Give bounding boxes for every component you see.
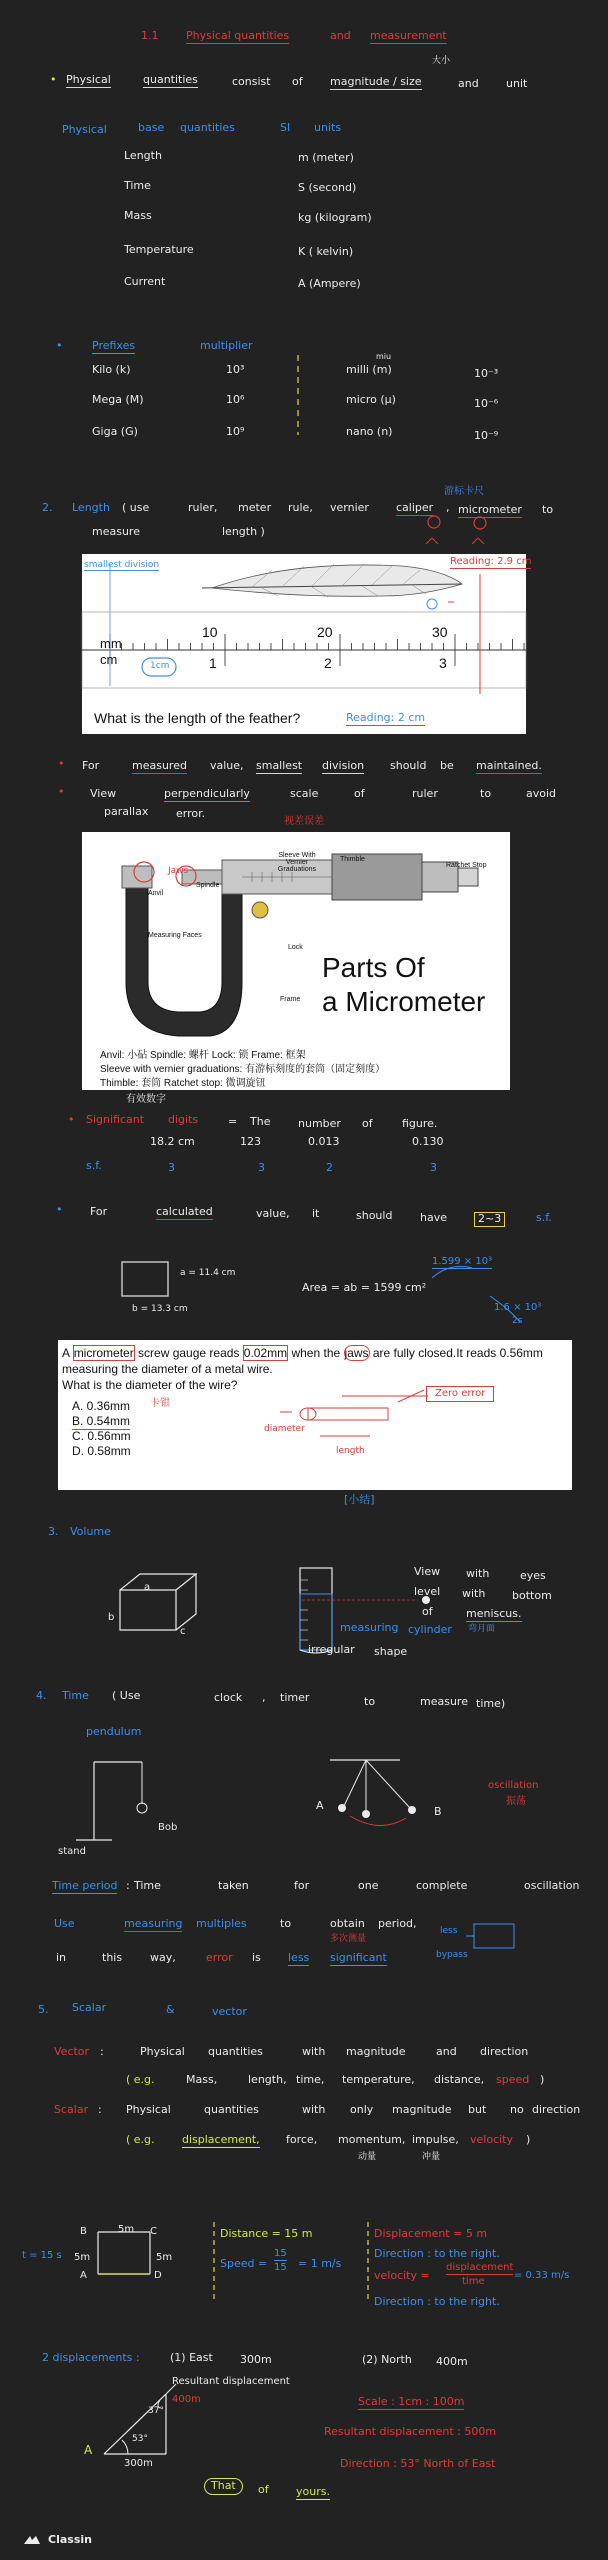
momentum-cn: 动量 [358,2152,377,2162]
vector-def-word: with [302,2045,326,2058]
note-word: measured [132,759,187,772]
sig-word: The [250,1115,271,1128]
calc-word: s.f. [536,1211,552,1224]
mcq-zero-reading: 0.02mm [243,1346,288,1360]
volume-note: eyes [520,1569,546,1582]
sf-range-box: 2~3 [474,1212,505,1227]
oscillation-cn: 振荡 [506,1796,526,1807]
area-rounded: 1.599 × 10³ [432,1256,493,1267]
bullet: • [50,73,57,86]
intro-word: and [458,77,479,90]
sig-example: 123 [240,1135,261,1148]
mcq-option[interactable]: C. 0.56mm [72,1429,131,1443]
multiples-word: period, [378,1917,417,1930]
length-label: length [336,1446,365,1456]
base-quantity: Length [124,149,162,162]
impulse-cn: 冲量 [422,2152,441,2162]
section-title: Volume [70,1525,111,1538]
bullet: • [58,757,65,770]
sig-count: 3 [258,1161,265,1174]
label-measuring-faces: Measuring Faces [148,932,202,939]
si-unit: m (meter) [298,151,354,164]
multiples-word: measuring [124,1917,183,1930]
ruler-mm-label: 30 [432,624,448,640]
scalar-example: force, [286,2133,318,2146]
intro-magnitude: magnitude / size [330,75,422,88]
volume-note: with [466,1567,490,1580]
time-word: , [262,1691,266,1704]
vector-example: length, [248,2073,287,2086]
unit-cm: cm [100,652,118,667]
position-a: A [316,1799,324,1812]
side-length: 5m [118,2224,135,2235]
base-header: quantities [180,121,235,134]
vector-def-word: magnitude [346,2045,406,2058]
scalar-def-word: with [302,2103,326,2116]
sig-example: 18.2 cm [150,1135,195,1148]
section-title: Scalar [72,2001,107,2014]
speed-label: Speed = [220,2257,268,2270]
vector-example: ) [540,2073,545,2086]
cylinder-label: measuring [340,1621,399,1634]
cube-label-b: b [108,1612,115,1623]
prefix-multiplier: 10⁻⁹ [474,429,499,442]
base-quantity: Temperature [124,243,194,256]
disp-east: (1) East [170,2351,213,2364]
rectangle-example [0,1254,608,1344]
note-word: be [440,759,454,772]
multiples-word: way, [150,1951,176,1964]
less-note: less [440,1926,458,1936]
multiples-word: Use [54,1917,75,1930]
note-word: parallax [104,805,149,818]
calc-word: calculated [156,1205,213,1218]
si-header: SI [280,121,291,134]
ruler-mm-label: 10 [202,624,218,640]
label-lock: Lock [288,944,303,951]
length-word: meter [238,501,272,514]
disp-east-value: 300m [240,2353,272,2366]
bullet: • [68,1113,75,1126]
sig-word: digits [168,1113,199,1126]
length-word: rule, [288,501,313,514]
label-sleeve: Sleeve With Vernier Graduations [277,852,317,873]
oscillation-label: oscillation [488,1780,539,1791]
prefix-multiplier: 10⁹ [226,425,245,438]
multiples-word: obtain [330,1917,365,1930]
sig-example: 0.013 [308,1135,340,1148]
vector-def-word: and [436,2045,457,2058]
multiples-word: this [102,1951,123,1964]
time-word: timer [280,1691,310,1704]
closing-word: yours. [296,2485,330,2498]
micrometer-caption: Sleeve with vernier graduations: 有游标刻度的套筒（固定刻度） [100,1064,386,1075]
mcq-option[interactable]: B. 0.54mm [72,1414,131,1428]
scalar-def-word: but [468,2103,487,2116]
label-thimble: Thimble [340,856,365,863]
mcq-option[interactable]: A. 0.36mm [72,1399,131,1413]
jaws-annotation: Jaws [168,866,189,876]
smallest-division-note: smallest division [84,560,160,570]
section-number: 5. [38,2003,49,2016]
sf-label: s.f. [86,1159,102,1172]
cylinder-label: cylinder [408,1623,452,1636]
si-unit: A (Ampere) [298,277,361,290]
ruler-cm-label: 3 [439,655,447,671]
label-frame: Frame [280,996,301,1003]
sig-cn: 有效数字 [126,1094,166,1105]
resultant-label: Resultant displacement [172,2376,290,2387]
scalar-def-word: Physical [126,2103,171,2116]
size-annotation: 大小 [432,56,451,66]
multiples-word: to [280,1917,292,1930]
sig-example: 0.130 [412,1135,444,1148]
scalar-example: velocity [470,2133,513,2146]
title-and: and [330,29,351,42]
prefix-multiplier: 10⁻⁶ [474,397,499,410]
prefix-name: Kilo (k) [92,363,131,376]
sig-word: number [298,1117,341,1130]
side-b-label: b = 13.3 cm [132,1304,188,1314]
page-title: Physical quantities [186,29,290,42]
meniscus-cn: 弯月面 [468,1624,496,1634]
vernier-cn: 游标卡尺 [444,486,484,497]
intro-word: Physical [66,73,111,86]
sig-word: figure. [402,1117,438,1130]
scalar-def-word: Scalar [54,2103,89,2116]
brand-name: Classin [48,2533,92,2546]
scalar-def-word: no [510,2103,524,2116]
one-cm-circle: 1cm [150,661,170,671]
bullet: • [56,339,63,352]
resultant-result: Resultant displacement : 500m [324,2425,497,2438]
intro-word: consist [232,75,271,88]
section-number: 4. [36,1689,47,1702]
length-word: , [446,501,450,514]
bullet: • [58,785,65,798]
mcq-option[interactable]: D. 0.58mm [72,1444,131,1458]
vector-example: distance, [434,2073,485,2086]
side-length: 5m [74,2252,91,2263]
length-word: micrometer [458,503,522,516]
multiples-word: is [252,1951,261,1964]
vector-def-word: : [100,2045,104,2058]
period-word: one [358,1879,379,1892]
micrometer-title: a Micrometer [322,986,486,1017]
disp-north-value: 400m [436,2355,468,2368]
si-unit: kg (kilogram) [298,211,372,224]
scalar-def-word: : [98,2103,102,2116]
parallax-cn: 视差误差 [284,816,324,827]
point-a: A [84,2443,93,2457]
multiplier-header: multiplier [200,339,253,352]
sig-word: = [228,1115,238,1128]
prefix-header: Prefixes [92,339,136,352]
ruler-drawing [82,554,526,734]
calc-word: should [356,1209,393,1222]
base-quantity: Time [124,179,151,192]
base-quantity: Current [124,275,166,288]
position-b: B [434,1805,442,1818]
diameter-label: diameter [264,1424,305,1434]
scalar-def-word: only [350,2103,374,2116]
multiples-word: in [56,1951,67,1964]
micrometer-caption: Thimble: 套筒 Ratchet stop: 微调旋钮 [100,1078,266,1089]
section-number: 3. [48,1525,59,1538]
period-word: : [126,1879,130,1892]
si-header: units [314,121,342,134]
speed-result: = 1 m/s [298,2257,342,2270]
intro-word: quantities [143,73,198,86]
note-word: perpendicularly [164,787,250,800]
time-word: clock [214,1691,243,1704]
mcq-jaws: jaws [344,1346,369,1360]
volume-note: level [414,1585,441,1598]
velocity-numerator: displacement [446,2262,514,2273]
feather-reading: Reading: 2 cm [346,711,426,724]
multiples-word: error [206,1951,233,1964]
mcq-text: A [62,1346,73,1360]
bob-label: Bob [158,1822,178,1833]
label-ratchet: Ratchet Stop [446,862,487,869]
vector-example: temperature, [342,2073,415,2086]
note-word: maintained. [476,759,542,772]
scalar-example: ( e.g. [126,2133,155,2146]
summary-link[interactable]: [小结] [344,1493,375,1506]
section-title: Time [62,1689,89,1702]
prefix-name: milli (m) [346,363,392,376]
calc-word: have [420,1211,447,1224]
length-word: to [542,503,554,516]
ruler-cm-label: 1 [209,655,217,671]
scalar-example: impulse, [412,2133,459,2146]
si-unit: S (second) [298,181,357,194]
scalar-example: ) [526,2133,531,2146]
bullet: • [56,1203,63,1216]
period-word: Time [134,1879,161,1892]
volume-note: of [422,1605,433,1618]
note-word: of [354,787,365,800]
base-header: Physical [62,123,107,136]
multiples-word: significant [330,1951,387,1964]
note-word: smallest [256,759,303,772]
velocity-direction: Direction : to the right. [374,2295,500,2308]
velocity-denominator: time [462,2276,485,2287]
wire-sketch [58,1340,572,1490]
time-word: measure [420,1695,468,1708]
east-length: 300m [124,2458,153,2469]
intro-word: unit [506,77,528,90]
speed-numerator: 15 [274,2248,287,2259]
multiples-word: multiples [196,1917,247,1930]
section-title: Length [72,501,110,514]
length-word: vernier [330,501,369,514]
section-title: & [166,2003,175,2016]
prefix-name: nano (n) [346,425,393,438]
stand-label: stand [58,1846,86,1857]
scalar-def-word: magnitude [392,2103,452,2116]
prefix-name: Mega (M) [92,393,144,406]
scalar-example: displacement, [182,2133,260,2146]
base-quantity: Mass [124,209,152,222]
calc-word: it [312,1207,320,1220]
side-a-label: a = 11.4 cm [180,1268,236,1278]
angle-37: 37° [148,2406,164,2416]
meniscus-word: meniscus. [466,1607,522,1620]
scalar-example: momentum, [338,2133,406,2146]
ruler-mm-label: 20 [317,624,333,640]
unit-mm: mm [100,636,122,651]
prefix-multiplier: 10³ [226,363,245,376]
note-word: scale [290,787,319,800]
cube-label-a: a [144,1582,151,1593]
point-c: C [150,2226,157,2237]
sig-word: Significant [86,1113,145,1126]
period-word: Time period [52,1879,118,1892]
side-length: 5m [156,2252,173,2263]
vector-example: time, [296,2073,325,2086]
vector-example: speed [496,2073,530,2086]
distance-result: Distance = 15 m [220,2227,313,2240]
prefix-name: Giga (G) [92,425,138,438]
note-word: error. [176,807,206,820]
volume-note: View [414,1565,441,1578]
bypass-note: bypass [436,1950,468,1960]
note-word: to [480,787,492,800]
micrometer-caption: Anvil: 小砧 Spindle: 螺杆 Lock: 锁 Frame: 框架 [100,1050,306,1061]
length-word: caliper [396,501,434,514]
irregular-label: shape [374,1645,408,1658]
point-b: B [80,2226,87,2237]
period-word: complete [416,1879,468,1892]
mcq-text: screw gauge reads [134,1346,243,1360]
two-displacements: 2 displacements : [42,2351,140,2364]
base-header: base [138,121,165,134]
length-word: ( use [122,501,150,514]
area-2sf-note: 2s [512,1316,523,1326]
miu-note: miu [376,352,392,361]
length-annotations [0,516,608,546]
vector-example: ( e.g. [126,2073,155,2086]
sig-word: of [362,1117,373,1130]
calc-word: For [90,1205,108,1218]
area-2sf: 1.6 × 10³ [494,1302,542,1313]
irregular-label: irregular [308,1643,355,1656]
mcq-question-line3: What is the diameter of the wire? [62,1378,238,1392]
velocity-label: velocity = [374,2269,430,2282]
direction-result: Direction : to the right. [374,2247,500,2260]
cube-label-c: c [180,1626,186,1637]
period-word: for [294,1879,310,1892]
note-word: View [90,787,117,800]
title-measurement: measurement [370,29,447,42]
disp-north: (2) North [362,2353,412,2366]
prefix-multiplier: 10⁶ [226,393,245,406]
volume-note: bottom [512,1589,552,1602]
note-word: avoid [526,787,557,800]
scalar-def-word: direction [532,2103,581,2116]
prefix-name: micro (μ) [346,393,396,406]
prefix-multiplier: 10⁻³ [474,367,499,380]
note-word: For [82,759,100,772]
sig-count: 2 [326,1161,333,1174]
scalar-def-word: quantities [204,2103,259,2116]
angle-53: 53° [132,2434,148,2444]
vector-def-word: direction [480,2045,529,2058]
section-number: 2. [42,501,53,514]
prefix-divider [0,355,608,435]
multiples-word: less [288,1951,310,1964]
velocity-result: = 0.33 m/s [514,2270,570,2281]
pendulum-label: pendulum [86,1725,142,1738]
note-word: value, [210,759,244,772]
length-word: length ) [222,525,265,538]
label-spindle: Spindle [196,882,220,889]
label-anvil: Anvil [148,890,164,897]
vector-example: Mass, [186,2073,218,2086]
vector-def-word: quantities [208,2045,263,2058]
time-word: time) [476,1697,506,1710]
note-word: ruler [412,787,438,800]
sig-count: 3 [168,1161,175,1174]
note-word: should [390,759,427,772]
vector-def-word: Vector [54,2045,90,2058]
intro-word: of [292,75,303,88]
mcq-question-line2: measuring the diameter of a metal wire. [62,1362,273,1376]
reading-note: Reading: 2.9 cm [450,556,532,567]
displacement-result: Displacement = 5 m [374,2227,488,2240]
sig-count: 3 [430,1161,437,1174]
multiples-cn: 多次测量 [330,1934,367,1944]
vector-def-word: Physical [140,2045,185,2058]
point-d: D [154,2270,162,2281]
calc-word: value, [256,1207,290,1220]
speed-denominator: 15 [274,2262,287,2273]
mcq-cn-note: 卡钳 [150,1398,170,1409]
mcq-text: are fully closed.It reads 0.56mm [369,1346,543,1360]
vector-triangle [0,2372,608,2482]
area-formula: Area = ab = 1599 cm² [302,1281,427,1294]
volume-note: with [462,1587,486,1600]
scale-note: Scale : 1cm : 100m [358,2395,465,2408]
time-word: ( Use [112,1689,141,1702]
mcq-text: when the [288,1346,344,1360]
classin-logo-icon [22,2534,42,2548]
mcq-micrometer: micrometer [73,1346,134,1360]
period-word: oscillation [524,1879,580,1892]
time-word: to [364,1695,376,1708]
period-word: taken [218,1879,249,1892]
closing-word: That [204,2478,243,2495]
ruler-cm-label: 2 [324,655,332,671]
section-number: 1.1 [141,29,159,42]
point-a: A [80,2270,87,2281]
period-box [0,1918,608,1958]
length-word: measure [92,525,140,538]
closing-word: of [258,2483,269,2496]
micrometer-title: Parts Of [322,952,425,983]
si-unit: K ( kelvin) [298,245,354,258]
length-word: ruler, [188,501,218,514]
section-title: vector [212,2005,247,2018]
time-given: t = 15 s [22,2250,62,2261]
direction-result: Direction : 53° North of East [340,2457,496,2470]
zero-error-box: Zero error [426,1386,494,1402]
north-length: 400m [172,2394,201,2405]
feather-question: What is the length of the feather? [94,710,301,726]
note-word: division [322,759,365,772]
